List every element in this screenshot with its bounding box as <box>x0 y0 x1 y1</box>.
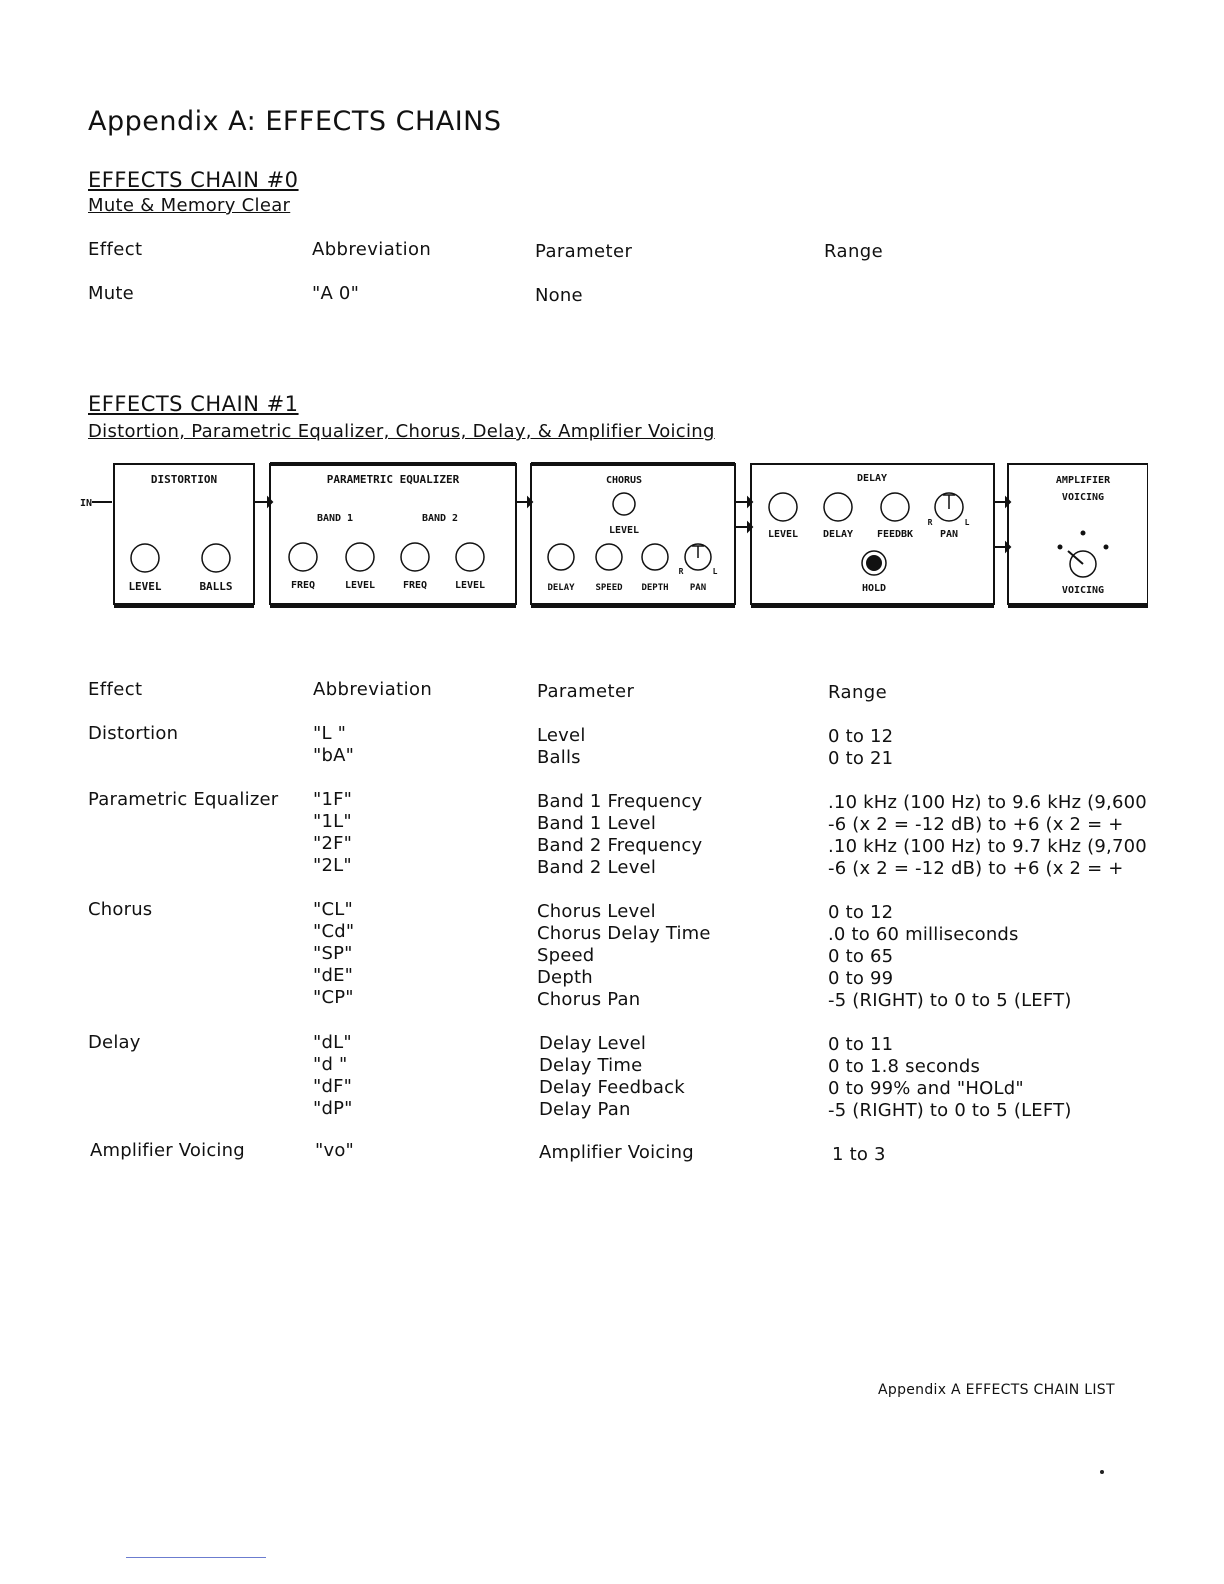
level-knob-icon <box>456 543 484 571</box>
pan-l-label: L <box>712 567 718 576</box>
knob-label: PAN <box>689 583 707 593</box>
range: -6 (x 2 = -12 dB) to +6 (x 2 = + <box>828 858 1124 879</box>
parameter: Band 2 Level <box>537 857 657 878</box>
parameter: Delay Level <box>539 1033 647 1054</box>
abbreviation: "1L" <box>313 811 352 832</box>
range: 0 to 12 <box>828 726 894 747</box>
level-knob-icon <box>131 544 159 572</box>
abbreviation: "CP" <box>313 987 354 1008</box>
page-title: Appendix A: EFFECTS CHAINS <box>88 106 502 137</box>
row-parameters-peq <box>537 791 702 879</box>
row-abbreviations-delay <box>313 1032 353 1120</box>
range: 0 to 11 <box>828 1034 894 1055</box>
hold-label: HOLD <box>861 583 887 594</box>
range: -5 (RIGHT) to 0 to 5 (LEFT) <box>828 1100 1072 1121</box>
row-ranges-distortion <box>828 726 893 770</box>
knob-label: LEVEL <box>344 580 376 591</box>
band1-label: BAND 1 <box>316 513 354 524</box>
parameter: Level <box>537 725 586 746</box>
row-parameters-amp <box>539 1142 694 1164</box>
abbreviation: "SP" <box>313 943 353 964</box>
chain0-row-parameter <box>535 285 583 307</box>
chain0-heading: EFFECTS CHAIN #0 <box>88 168 299 192</box>
row-abbreviations-distortion <box>313 723 354 767</box>
knob-label: PAN <box>939 529 959 540</box>
abbreviation: "bA" <box>313 745 355 766</box>
parameter: Chorus Pan <box>537 989 641 1010</box>
freq-knob-icon <box>401 543 429 571</box>
in-label: IN <box>80 498 93 509</box>
abbreviation: "d " <box>313 1054 348 1075</box>
chain1-heading: EFFECTS CHAIN #1 <box>88 392 299 416</box>
range: .10 kHz (100 Hz) to 9.6 kHz (9,600 <box>828 792 1147 813</box>
parameter: Speed <box>537 945 595 966</box>
divider <box>126 1557 266 1558</box>
range: 0 to 1.8 seconds <box>828 1056 981 1077</box>
parameter: Band 1 Frequency <box>537 791 703 812</box>
chain1-header-range: Range <box>828 682 888 703</box>
abbreviation: "dP" <box>313 1098 353 1119</box>
parameter: Depth <box>537 967 593 988</box>
abbreviation: "2F" <box>313 833 353 854</box>
chain0-header-abbreviation: Abbreviation <box>312 239 432 260</box>
row-parameters-chorus <box>537 901 711 1011</box>
range: 0 to 99 <box>828 968 894 989</box>
abbreviation: "dL" <box>313 1032 352 1053</box>
row-effect-delay: Delay <box>88 1032 141 1053</box>
chain1-header-parameter: Parameter <box>537 681 635 702</box>
delay-title: DELAY <box>856 473 888 484</box>
parameter: Delay Time <box>539 1055 643 1076</box>
knob-label: DELAY <box>822 529 854 540</box>
range: 0 to 99% and "HOLd" <box>828 1078 1024 1099</box>
range: .10 kHz (100 Hz) to 9.7 kHz (9,700 <box>828 836 1147 857</box>
row-parameters-distortion <box>537 725 586 769</box>
row-ranges-amp <box>832 1144 886 1166</box>
delay-knob-icon <box>548 544 574 570</box>
level-knob-icon <box>346 543 374 571</box>
chain0-header-parameter: Parameter <box>535 241 633 262</box>
pan-r-label: R <box>678 567 684 576</box>
knob-label: LEVEL <box>767 529 799 540</box>
parameter: Balls <box>537 747 581 768</box>
parameter: Delay Feedback <box>539 1077 685 1098</box>
row-abbreviations-amp <box>315 1140 354 1162</box>
abbreviation: "dF" <box>313 1076 353 1097</box>
abbreviation: "L " <box>313 723 347 744</box>
row-ranges-delay <box>828 1034 1072 1122</box>
row-effect-distortion: Distortion <box>88 723 179 744</box>
chorus-title: CHORUS <box>605 475 643 486</box>
peq-title: PARAMETRIC EQUALIZER <box>326 473 460 486</box>
row-ranges-peq <box>828 792 1208 880</box>
abbreviation: "1F" <box>313 789 353 810</box>
chain1-subheading: Distortion, Parametric Equalizer, Chorus, Delay, & Amplifier Voicing <box>88 421 715 442</box>
speed-knob-icon <box>596 544 622 570</box>
parameter: Amplifier Voicing <box>539 1142 694 1163</box>
row-effect-amp: Amplifier Voicing <box>90 1140 245 1161</box>
chain0-header-effect: Effect <box>88 239 143 260</box>
distortion-title: DISTORTION <box>150 473 218 486</box>
parameter: Chorus Delay Time <box>537 923 711 944</box>
chain0-header-range: Range <box>824 241 884 262</box>
knob-label: FREQ <box>290 580 316 591</box>
page-footer: Appendix A EFFECTS CHAIN LIST <box>878 1382 1115 1398</box>
pan-l-label: L <box>964 518 970 527</box>
parameter: Delay Pan <box>539 1099 631 1120</box>
knob-label: LEVEL <box>128 580 162 593</box>
abbreviation: "Cd" <box>313 921 355 942</box>
pan-r-label: R <box>927 518 933 527</box>
abbreviation: "2L" <box>313 855 352 876</box>
band2-label: BAND 2 <box>421 513 459 524</box>
range: 0 to 21 <box>828 748 894 769</box>
knob-label: FEEDBK <box>876 529 914 540</box>
hold-button-fill <box>866 555 882 571</box>
abbreviation: "dE" <box>313 965 354 986</box>
chain1-header-effect: Effect <box>88 679 143 700</box>
balls-knob-icon <box>202 544 230 572</box>
range: 1 to 3 <box>832 1144 886 1165</box>
chain0-row-abbreviation <box>312 283 359 305</box>
chain0-row-effect: Mute <box>88 283 134 304</box>
abbreviation: "A 0" <box>312 283 360 304</box>
knob-label: FREQ <box>402 580 428 591</box>
abbreviation: "vo" <box>315 1140 355 1161</box>
row-parameters-delay <box>539 1033 685 1121</box>
depth-knob-icon <box>642 544 668 570</box>
knob-label: VOICING <box>1061 585 1105 596</box>
effects-chain-diagram <box>78 455 1148 615</box>
row-effect-peq: Parametric Equalizer <box>88 789 279 810</box>
knob-label: LEVEL <box>454 580 486 591</box>
feedback-knob-icon <box>881 493 909 521</box>
parameter: Band 1 Level <box>537 813 657 834</box>
parameter: None <box>535 285 583 306</box>
range: .0 to 60 milliseconds <box>828 924 1019 945</box>
range: -6 (x 2 = -12 dB) to +6 (x 2 = + <box>828 814 1124 835</box>
level-knob-icon <box>769 493 797 521</box>
parameter: Chorus Level <box>537 901 656 922</box>
chain1-header-abbreviation: Abbreviation <box>313 679 433 700</box>
knob-label: SPEED <box>595 583 623 593</box>
range: 0 to 65 <box>828 946 894 967</box>
delay-knob-icon <box>824 493 852 521</box>
chain0-subheading: Mute & Memory Clear <box>88 195 291 216</box>
row-effect-chorus: Chorus <box>88 899 153 920</box>
knob-label: DEPTH <box>641 583 669 593</box>
row-abbreviations-chorus <box>313 899 354 1009</box>
parameter: Band 2 Frequency <box>537 835 703 856</box>
knob-label: DELAY <box>547 583 575 593</box>
row-ranges-chorus <box>828 902 1072 1012</box>
scan-speck <box>1100 1470 1104 1474</box>
knob-label: LEVEL <box>608 525 640 536</box>
row-abbreviations-peq <box>313 789 352 877</box>
range: 0 to 12 <box>828 902 894 923</box>
freq-knob-icon <box>289 543 317 571</box>
abbreviation: "CL" <box>313 899 353 920</box>
amp-title-line1: AMPLIFIER <box>1055 475 1111 486</box>
amp-title-line2: VOICING <box>1061 492 1105 503</box>
chorus-level-knob-icon <box>613 493 635 515</box>
knob-label: BALLS <box>199 580 233 593</box>
range: -5 (RIGHT) to 0 to 5 (LEFT) <box>828 990 1072 1011</box>
